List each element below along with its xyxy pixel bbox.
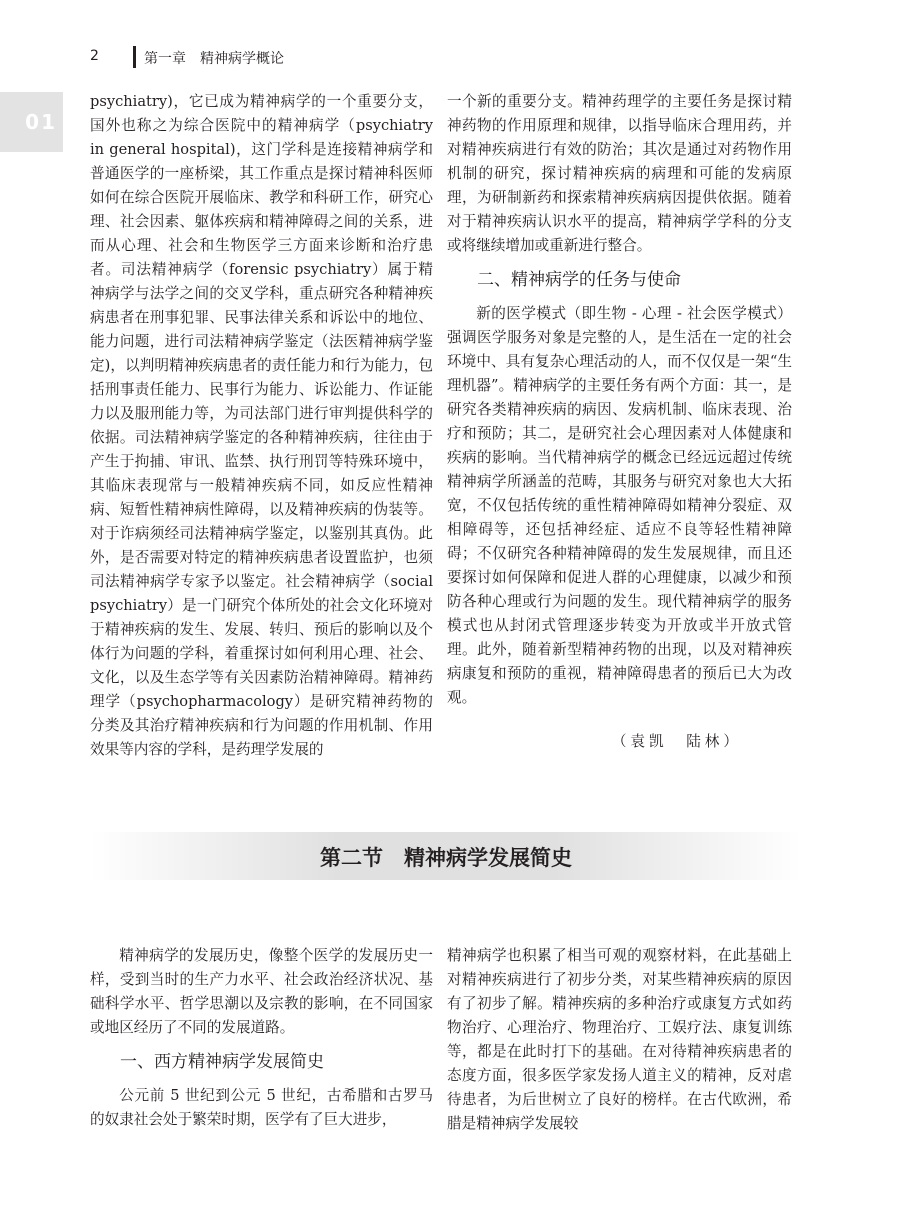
section-heading-tasks: 二、精神病学的任务与使命 (477, 270, 681, 290)
chapter-tab-number: 01 (25, 110, 57, 134)
paragraph: 精神病学的发展历史，像整个医学的发展历史一样，受到当时的生产力水平、社会政治经济状况、基础科学水平、哲学思潮以及宗教的影响，在不同国家或地区经历了不同的发展道路。 (90, 947, 433, 1036)
header-divider (133, 46, 136, 68)
bottom-right-column (447, 944, 792, 1136)
chapter-tab (0, 92, 63, 152)
section-title: 第二节 精神病学发展简史 (320, 846, 572, 870)
page-number: 2 (90, 48, 99, 64)
author-signature: （袁凯 陆林） (611, 733, 742, 750)
paragraph: 公元前 5 世纪到公元 5 世纪，古希腊和古罗马的奴隶社会处于繁荣时期，医学有了巨大进步， (90, 1087, 433, 1128)
paragraph: psychiatry)，它已成为精神病学的一个重要分支，国外也称之为综合医院中的精神病学（psychiatry in general hospital)，这门学科是连接精神病学和普通医学的一座桥梁，其工作重点是探讨精神科医师如何在综合医院开展临床、教学和科研工作，研究心理、社会因素、躯体疾病和精神障碍之间的关系，进而从心理、社会和生物医学三方面来诊断和治疗患者。司法精神病学（forensic psychiatry）属于精神病学与法学之间的交叉学科，重点研究各种精神疾病患者在刑事犯罪、民事法律关系和诉讼中的地位、能力问题，进行司法精神病学鉴定（法医精神病学鉴定)，以判明精神疾病患者的责任能力和行为能力，包括刑事责任能力、民事行为能力、诉讼能力、作证能力以及服刑能力等，为司法部门进行审判提供科学的依据。司法精神病学鉴定的各种精神疾病，往往由于产生于拘捕、审讯、监禁、执行刑罚等特殊环境中，其临床表现常与一般精神疾病不同，如反应性精神病、短暂性精神病性障碍，以及精神疾病的伪装等。对于诈病须经司法精神病学鉴定，以鉴别其真伪。此外，是否需要对特定的精神疾病患者设置监护，也须司法精神病学专家予以鉴定。社会精神病学（social psychiatry）是一门研究个体所处的社会文化环境对于精神疾病的发生、发展、转归、预后的影响以及个体行为问题的学科，着重探讨如何利用心理、社会、文化，以及生态学等有关因素防治精神障碍。精神药理学（psychopharmacology）是研究精神药物的分类及其治疗精神疾病和行为问题的作用机制、作用效果等内容的学科，是药理学发展的 (90, 93, 433, 758)
section-heading-western: 一、西方精神病学发展简史 (120, 1052, 324, 1072)
paragraph: 新的医学模式（即生物 - 心理 - 社会医学模式）强调医学服务对象是完整的人，是生活在一定的社会环境中、具有复杂心理活动的人，而不仅仅是一架“生理机器”。精神病学的主要任务有两个方面：其一，是研究各类精神疾病的病因、发病机制、临床表现、治疗和预防；其二，是研究社会心理因素对人体健康和疾病的影响。当代精神病学的概念已经远远超过传统精神病学所涵盖的范畴，其服务与研究对象也大大拓宽，不仅包括传统的重性精神障碍如精神分裂症、双相障碍等，还包括神经症、适应不良等轻性精神障碍；不仅研究各种精神障碍的发生发展规律，而且还要探讨如何保障和促进人群的心理健康，以减少和预防各种心理或行为问题的发生。现代精神病学的服务模式也从封闭式管理逐步转变为开放或半开放式管理。此外，随着新型精神药物的出现，以及对精神疾病康复和预防的重视，精神障碍患者的预后已大为改观。 (447, 305, 792, 706)
section-title-band (90, 832, 802, 880)
top-right-column (447, 90, 792, 754)
bottom-left-column (90, 944, 433, 1132)
top-left-column (90, 90, 433, 762)
chapter-title: 第一章 精神病学概论 (144, 51, 284, 67)
paragraph: 精神病学也积累了相当可观的观察材料，在此基础上对精神疾病进行了初步分类，对某些精神疾病的原因有了初步了解。精神疾病的多种治疗或康复方式如药物治疗、心理治疗、物理治疗、工娱疗法、康复训练等，都是在此时打下的基础。在对待精神疾病患者的态度方面，很多医学家发扬人道主义的精神，反对虐待患者，为后世树立了良好的榜样。在古代欧洲，希腊是精神病学发展较 (447, 947, 792, 1132)
paragraph: 一个新的重要分支。精神药理学的主要任务是探讨精神药物的作用原理和规律，以指导临床合理用药，并对精神疾病进行有效的防治；其次是通过对药物作用机制的研究，探讨精神疾病的病理和可能的发病原理，为研制新药和探索精神疾病病因提供依据。随着对于精神疾病认识水平的提高，精神病学学科的分支或将继续增加或重新进行整合。 (447, 93, 792, 254)
running-header (0, 46, 900, 70)
